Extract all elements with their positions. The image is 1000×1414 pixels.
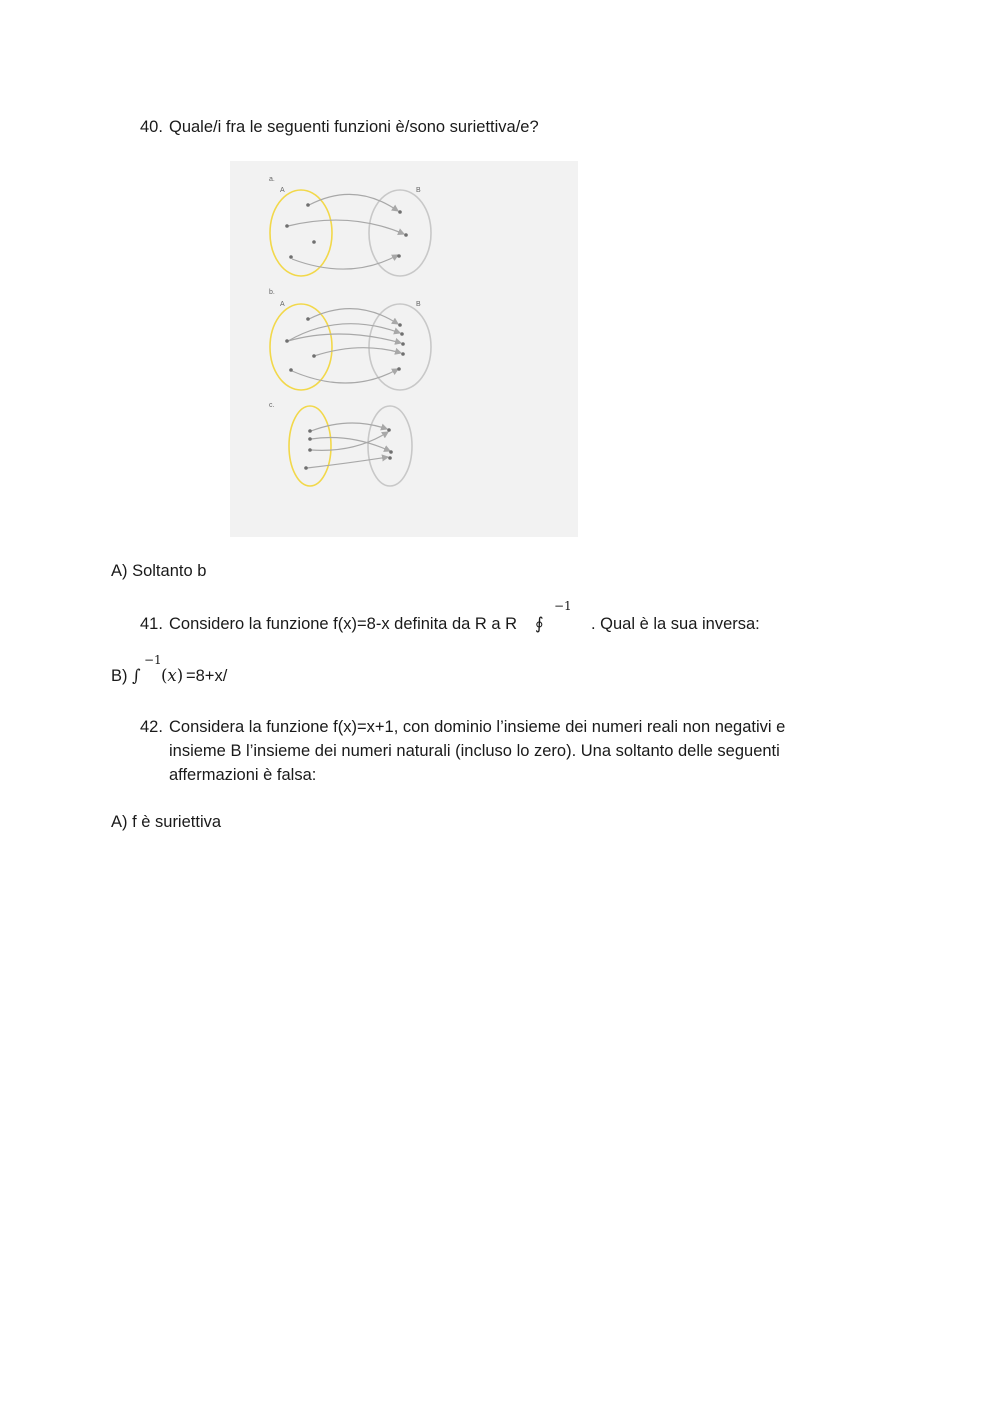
question-40-text: Quale/i fra le seguenti funzioni è/sono suriettiva/e?: [169, 118, 539, 136]
panel-a-arrow: [288, 220, 404, 234]
question-41-answer-prefix: B): [111, 667, 128, 685]
panel-b-arrow: [288, 334, 401, 343]
panel-b-dot: [306, 317, 310, 321]
panel-a-dot: [397, 254, 401, 258]
panel-a-letter: a.: [269, 176, 275, 183]
panel-b-dot: [397, 367, 401, 371]
integral-symbol: ∫: [132, 666, 141, 685]
panel-b-arrow: [292, 369, 398, 383]
panel-a: [269, 176, 431, 276]
panel-a-dot: [306, 203, 310, 207]
panel-a-arrow: [292, 255, 398, 269]
panel-a-dot: [289, 255, 293, 259]
question-41-text-end: . Qual è la sua inversa:: [591, 615, 760, 633]
panel-c-dot: [389, 450, 393, 454]
panel-c-arrow: [311, 432, 388, 450]
question-42-line: Considera la funzione f(x)=x+1, con dominio l’insieme dei numeri reali non negativi e: [169, 718, 786, 736]
mapping-diagrams-figure: [230, 161, 578, 537]
panel-b-dot: [398, 323, 402, 327]
panel-b-set-b: [369, 304, 431, 390]
question-41-text: Considero la funzione f(x)=8-x definita da R a R: [169, 615, 518, 633]
panel-a-dot: [404, 233, 408, 237]
panel-a-dot: [398, 210, 402, 214]
panel-a-dot: [285, 224, 289, 228]
question-41-answer-rest: =8+x/: [186, 667, 228, 685]
mapping-diagrams-svg: [230, 161, 578, 537]
panel-a-set-b-label: B: [416, 187, 421, 194]
panel-a-dot: [312, 240, 316, 244]
panel-a-set-a: [270, 190, 332, 276]
panel-c-dot: [304, 466, 308, 470]
panel-b-set-a-label: A: [280, 301, 285, 308]
question-40-answer: A) Soltanto b: [111, 562, 207, 580]
panel-b-dot: [285, 339, 289, 343]
panel-c: [269, 402, 412, 486]
question-42-answer: A) f è suriettiva: [111, 813, 222, 831]
panel-c-letter: c.: [269, 402, 275, 409]
question-42-number: 42.: [140, 718, 163, 736]
panel-c-set-b: [368, 406, 412, 486]
panel-c-set-a: [289, 406, 331, 486]
panel-a-set-a-label: A: [280, 187, 285, 194]
panel-b-dot: [289, 368, 293, 372]
panel-b-dot: [400, 332, 404, 336]
panel-b-dot: [401, 342, 405, 346]
question-41-number: 41.: [140, 615, 163, 633]
panel-b-dot: [401, 352, 405, 356]
panel-c-dot: [388, 456, 392, 460]
panel-c-dot: [308, 448, 312, 452]
panel-b-set-b-label: B: [416, 301, 421, 308]
panel-b-dot: [312, 354, 316, 358]
panel-c-dot: [308, 429, 312, 433]
question-42-line: affermazioni è falsa:: [169, 766, 317, 784]
question-41-answer-superscript: −1: [144, 653, 162, 667]
question-41-superscript: −1: [554, 599, 572, 613]
panel-c-arrow: [311, 438, 390, 452]
panel-c-arrow: [307, 457, 388, 468]
panel-b-set-a: [270, 304, 332, 390]
question-40-number: 40.: [140, 118, 163, 136]
question-42-line: insieme B l’insieme dei numeri naturali (incluso lo zero). Una soltanto delle seguenti: [169, 742, 780, 760]
contour-integral-symbol: ∮: [535, 614, 544, 633]
panel-b: [269, 289, 431, 390]
panel-c-arrow: [311, 423, 387, 431]
question-41-answer-var: (𝑥): [161, 666, 184, 685]
panel-b-letter: b.: [269, 289, 275, 296]
panel-c-dot: [308, 437, 312, 441]
panel-c-dot: [387, 428, 391, 432]
panel-b-arrow: [314, 348, 401, 356]
